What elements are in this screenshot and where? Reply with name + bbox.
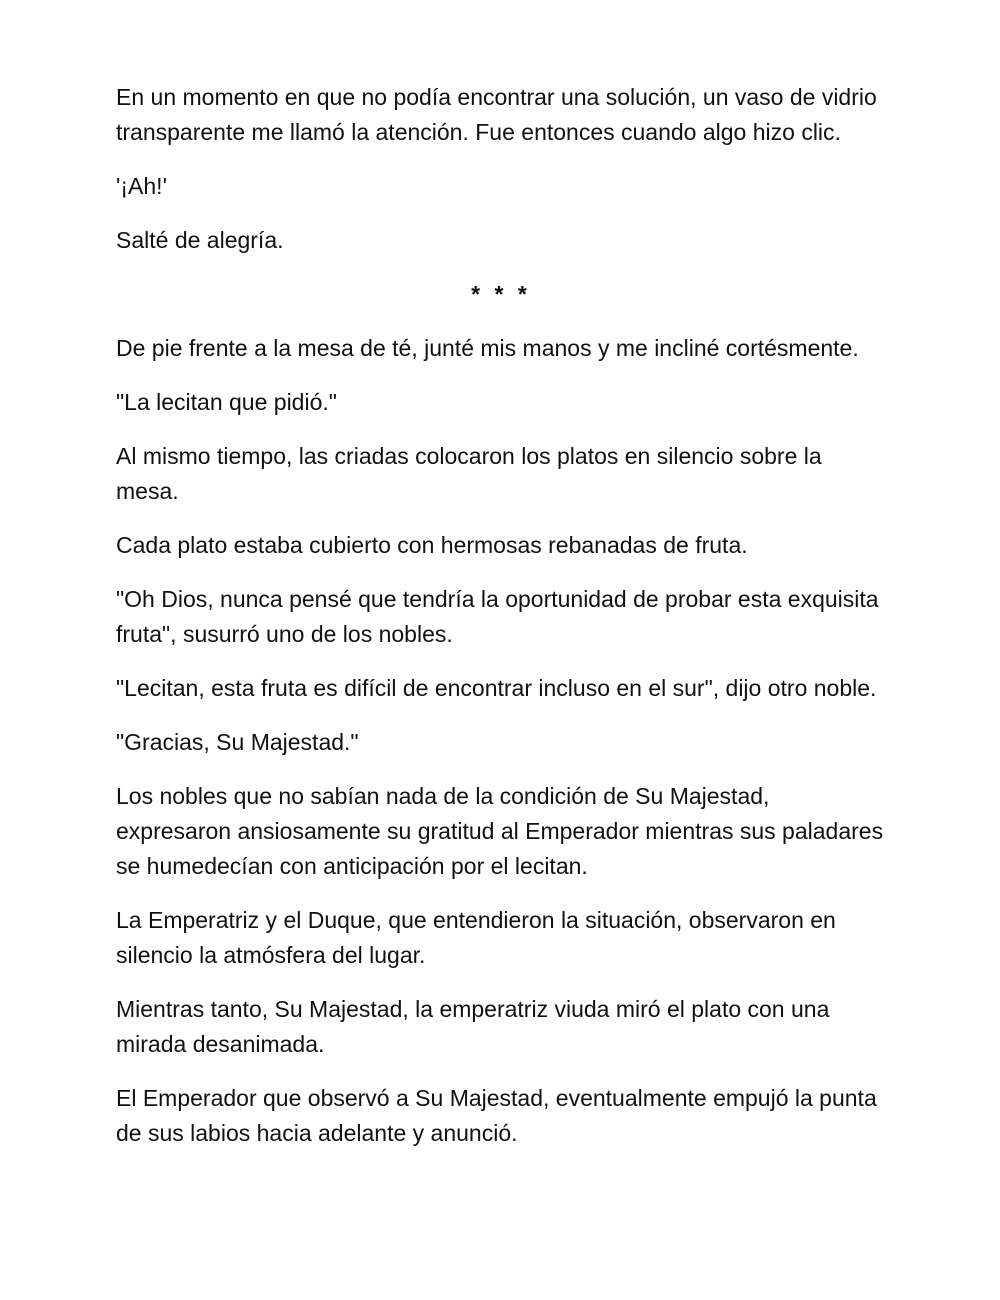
paragraph: '¡Ah!' xyxy=(116,173,167,199)
scene-separator: * * * xyxy=(471,281,531,307)
paragraph: "La lecitan que pidió." xyxy=(116,389,337,415)
paragraph: Mientras tanto, Su Majestad, la emperatriz viuda miró el plato con una mirada desanimada. xyxy=(116,996,830,1057)
paragraph: Salté de alegría. xyxy=(116,227,284,253)
document-page xyxy=(116,80,886,1170)
paragraph: Cada plato estaba cubierto con hermosas rebanadas de fruta. xyxy=(116,532,748,558)
paragraph: La Emperatriz y el Duque, que entendieron la situación, observaron en silencio la atmósfera del lugar. xyxy=(116,907,836,968)
paragraph: Al mismo tiempo, las criadas colocaron los platos en silencio sobre la mesa. xyxy=(116,443,822,504)
paragraph: "Lecitan, esta fruta es difícil de encontrar incluso en el sur", dijo otro noble. xyxy=(116,675,877,701)
paragraph: "Gracias, Su Majestad." xyxy=(116,729,359,755)
paragraph: Los nobles que no sabían nada de la condición de Su Majestad, expresaron ansiosamente su gratitud al Emperador mientras sus paladares se humedecían con anticipación por el lecitan. xyxy=(116,783,884,879)
paragraph: "Oh Dios, nunca pensé que tendría la oportunidad de probar esta exquisita fruta", susurró uno de los nobles. xyxy=(116,586,879,647)
paragraph: En un momento en que no podía encontrar una solución, un vaso de vidrio transparente me llamó la atención. Fue entonces cuando algo hizo clic. xyxy=(116,84,877,145)
paragraph: El Emperador que observó a Su Majestad, eventualmente empujó la punta de sus labios hacia adelante y anunció. xyxy=(116,1085,877,1146)
paragraph: De pie frente a la mesa de té, junté mis manos y me incliné cortésmente. xyxy=(116,335,859,361)
